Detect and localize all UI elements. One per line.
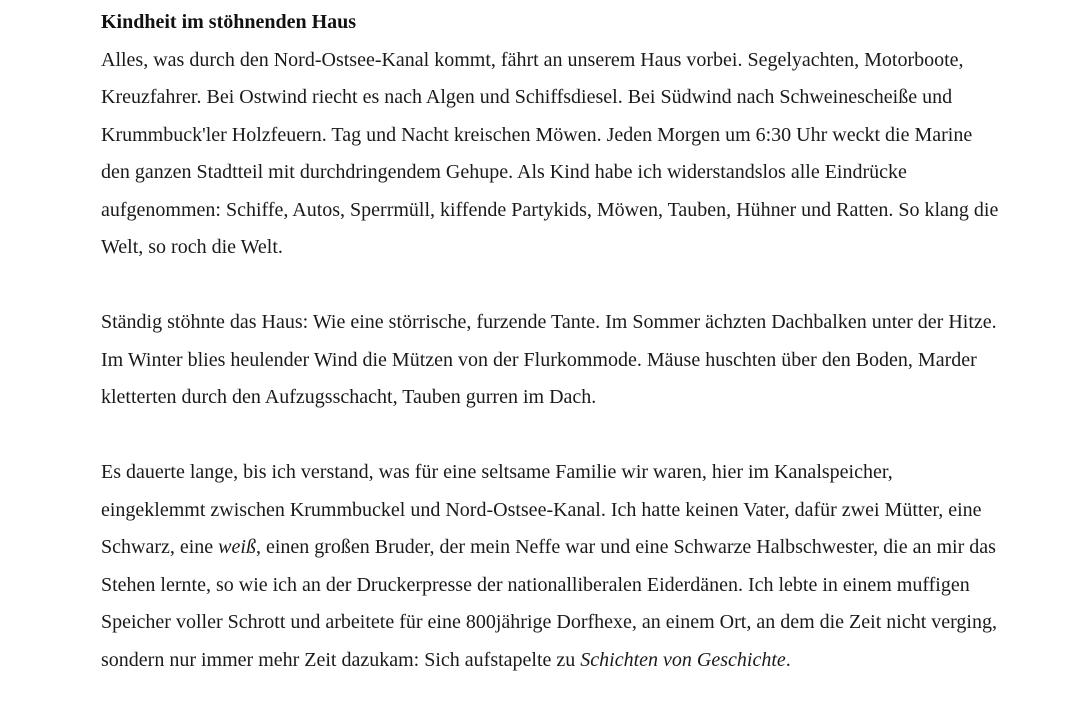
paragraph-spacer	[101, 417, 1001, 455]
paragraph-3-text-1: Es dauerte lange, bis ich verstand, was für eine seltsame Familie wir waren, hier im Kanalspeicher, eingeklemmt zwischen Krummbuckel und Nord-Ostsee-Kanal. Ich hatte keinen Vater, dafür zwei Mütter, eine Schwarz, eine	[101, 461, 982, 558]
paragraph-spacer	[101, 267, 1001, 305]
section-title: Kindheit im stöhnenden Haus	[101, 11, 357, 33]
paragraph-2: Ständig stöhnte das Haus: Wie eine störrische, furzende Tante. Im Sommer ächzten Dachbalken unter der Hitze. Im Winter blies heulender Wind die Mützen von der Flurkommode. Mäuse huschten über den Boden, Marder kletterten durch den Aufzugsschacht, Tauben gurren im Dach.	[101, 311, 997, 408]
paragraph-3	[101, 454, 1001, 679]
document-body	[101, 4, 1001, 679]
paragraph-3-emphasis-1: weiß	[218, 536, 256, 558]
paragraph-3-emphasis-2: Schichten von Geschichte	[580, 648, 786, 671]
paragraph-1: Alles, was durch den Nord-Ostsee-Kanal kommt, fährt an unserem Haus vorbei. Segelyachten, Motorboote, Kreuzfahrer. Bei Ostwind riecht es nach Algen und Schiffsdiesel. Bei Südwind nach Schweinescheiße und Krummbuck'ler Holzfeuern. Tag und Nacht kreischen Möwen. Jeden Morgen um 6:30 Uhr weckt die Marine den ganzen Stadtteil mit durchdringendem Gehupe. Als Kind habe ich widerstandslos alle Eindrücke aufgenommen: Schiffe, Autos, Sperrmüll, kiffende Partykids, Möwen, Tauben, Hühner und Ratten. So klang die Welt, so roch die Welt.	[101, 48, 999, 258]
paragraph-3-text-2: , einen großen Bruder, der mein Neffe war und eine Schwarze Halbschwester, die an mir das Stehen lernte, so wie ich an der Druckerpresse der nationalliberalen Eiderdänen. Ich lebte in einem muffigen Speicher voller Schrott und arbeitete für eine 800jährige Dorfhexe, an einem Ort, an dem die Zeit nicht verging, sondern nur immer mehr Zeit dazukam: Sich aufstapelte zu	[101, 536, 997, 671]
paragraph-3-text-3: .	[785, 648, 791, 671]
